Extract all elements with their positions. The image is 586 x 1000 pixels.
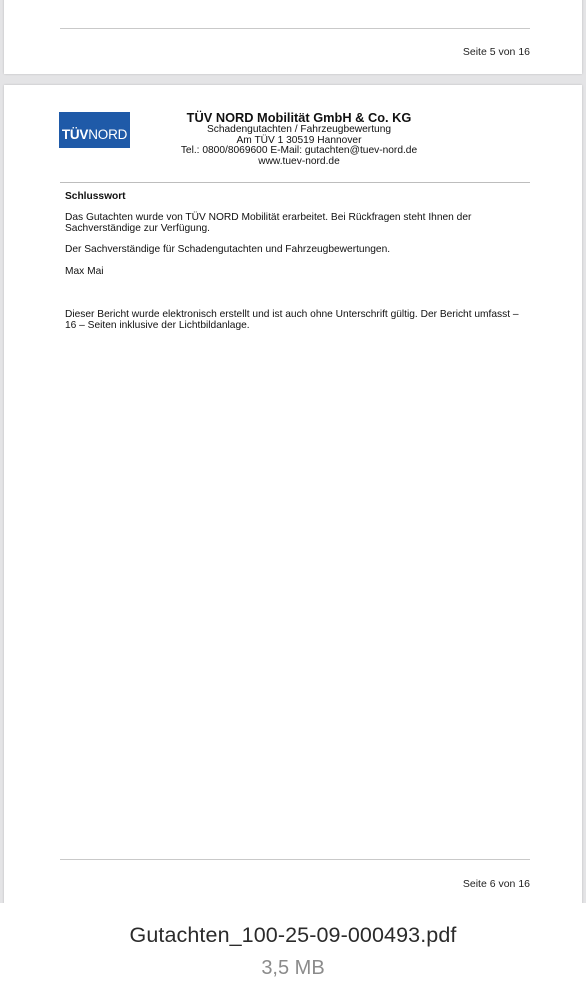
tuev-nord-logo	[59, 112, 130, 148]
logo-text-bold: TÜV	[61, 126, 89, 142]
pdf-page-current	[4, 85, 582, 903]
page-number: Seite 5 von 16	[462, 46, 530, 58]
pdf-page-previous	[4, 0, 582, 74]
logo-text-normal: NORD	[88, 126, 128, 142]
footer-rule	[60, 859, 530, 860]
paragraph: Dieser Bericht wurde elektronisch erstellt und ist auch ohne Unterschrift gültig. Der Bericht umfasst – 16 – Seiten inklusive der Lichtbildanlage.	[65, 309, 519, 331]
header-rule	[60, 182, 530, 183]
paragraph: Der Sachverständige für Schadengutachten und Fahrzeugbewertungen.	[65, 244, 391, 255]
file-size: 3,5 MB	[261, 957, 325, 979]
footer-rule	[60, 28, 530, 29]
company-name: TÜV NORD Mobilität GmbH & Co. KG	[186, 110, 412, 125]
section-title: Schlusswort	[65, 191, 126, 202]
file-name: Gutachten_100-25-09-000493.pdf	[129, 923, 457, 947]
website: www.tuev-nord.de	[258, 155, 340, 167]
page-number: Seite 6 von 16	[462, 878, 530, 890]
letterhead	[144, 111, 454, 167]
signature-name: Max Mai	[65, 266, 104, 277]
address: Am TÜV 1 30519 Hannover	[236, 134, 362, 146]
file-info-bar	[0, 903, 586, 1000]
department: Schadengutachten / Fahrzeugbewertung	[206, 124, 392, 135]
document-body	[65, 191, 520, 331]
contact-line: Tel.: 0800/8069600 E-Mail: gutachten@tuev-nord.de	[180, 145, 418, 157]
logo-text	[62, 128, 127, 142]
paragraph: Das Gutachten wurde von TÜV NORD Mobilität erarbeitet. Bei Rückfragen steht Ihnen der Sachverständige zur Verfügung.	[65, 212, 472, 234]
